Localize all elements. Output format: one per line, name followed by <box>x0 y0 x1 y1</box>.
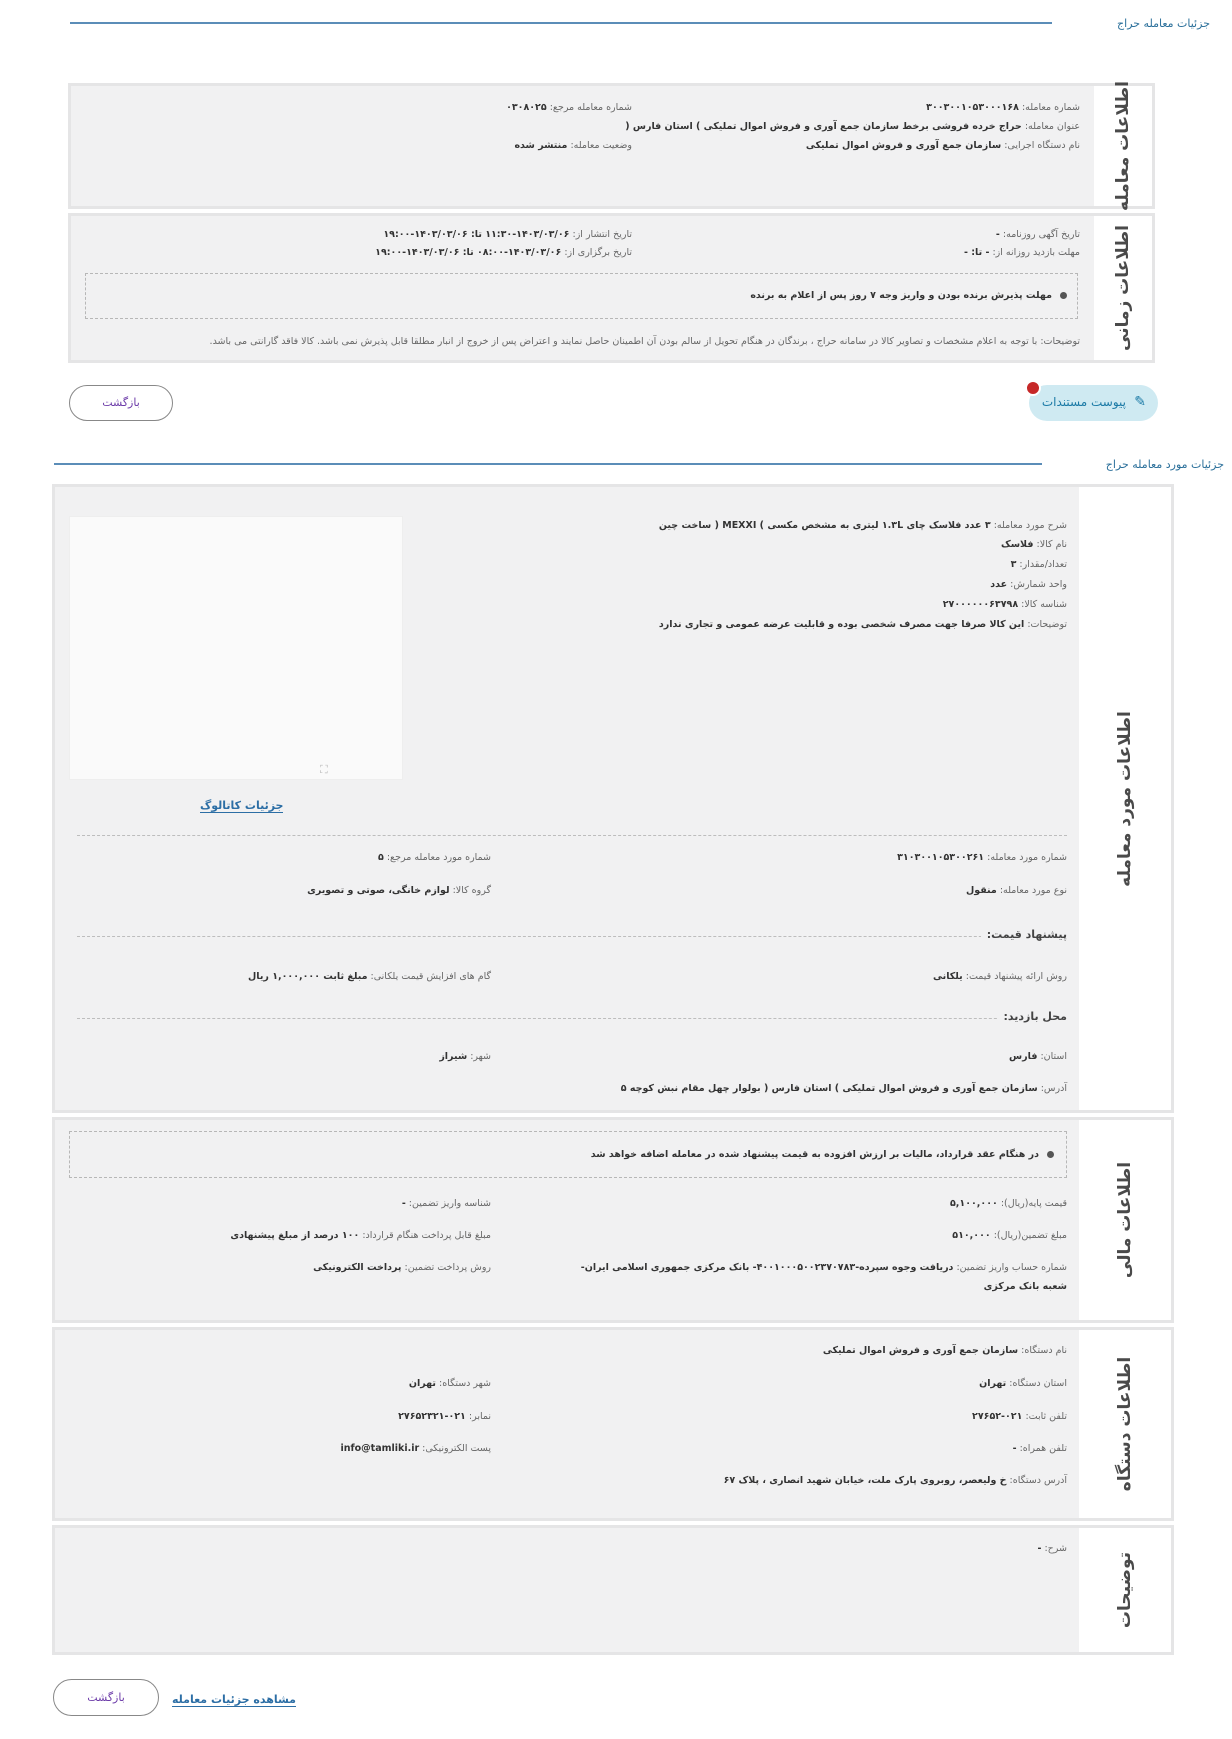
org-info-heading: اطلاعات دستگاه <box>1115 1356 1135 1492</box>
org-phone: تلفن ثابت: ۰۲۱-۲۷۶۵۲ <box>972 1411 1067 1422</box>
org-address: آدرس دستگاه: خ ولیعصر، روبروی پارک ملت، خیابان شهید انصاری ، پلاک ۶۷ <box>723 1475 1067 1486</box>
expand-icon[interactable]: ⛶ <box>320 763 328 776</box>
goods-id: شناسه کالا: ۲۷۰۰۰۰۰۰۶۳۷۹۸ <box>942 599 1067 610</box>
back-button-bottom[interactable]: بازگشت <box>53 1679 159 1716</box>
org-info-panel <box>52 1327 1174 1521</box>
vat-notice-box <box>69 1131 1067 1178</box>
publish-date: تاریخ انتشار از: ۱۴۰۳/۰۳/۰۶-۱۱:۳۰ تا: ۱۴۰۳/۰۳/۰۶-۱۹:۰۰ <box>383 229 632 240</box>
price-offer-divider <box>77 936 1067 937</box>
financial-info-panel <box>52 1117 1174 1323</box>
unit: واحد شمارش: عدد <box>990 579 1067 590</box>
item-type: نوع مورد معامله: منقول <box>966 885 1067 896</box>
description-heading: توضیحات <box>1115 1551 1135 1629</box>
winner-notice: مهلت پذیرش برنده بودن و واریز وجه ۷ روز پس از اعلام به برنده <box>750 290 1067 301</box>
item-description: شرح مورد معامله: ۳ عدد فلاسک چای ۱.۳L لیتری به مشخص مکسی ) MEXXI ( ساخت چین <box>658 520 1067 531</box>
guarantee-account-branch: شعبه بانک مرکزی <box>983 1281 1067 1292</box>
base-price: قیمت پایه(ریال): ۵,۱۰۰,۰۰۰ <box>949 1198 1067 1209</box>
hold-date: تاریخ برگزاری از: ۱۴۰۳/۰۳/۰۶-۰۸:۰۰ تا: ۱۴۰۳/۰۳/۰۶-۱۹:۰۰ <box>375 247 632 258</box>
deal-number: شماره معامله: ۳۰۰۳۰۰۱۰۵۳۰۰۰۱۶۸ <box>926 102 1080 113</box>
time-info-heading: اطلاعات زمانی <box>1113 224 1133 352</box>
item-note: توضیحات: این کالا صرفا جهت مصرف شخصی بوده و قابلیت عرضه عمومی و تجاری ندارد <box>658 619 1067 630</box>
catalog-details-link[interactable]: جزئیات کاتالوگ <box>200 799 284 812</box>
guarantee-account: شماره حساب واریز تضمین: دریافت وجوه سپرده-۴۰۰۱۰۰۰۵۰۰۲۳۷۰۷۸۳- بانک مرکزی جمهوری اسلامی ایران- <box>580 1262 1067 1273</box>
executor: نام دستگاه اجرایی: سازمان جمع آوری و فروش اموال تملیکی <box>805 140 1080 151</box>
org-mobile: تلفن همراه: - <box>1012 1443 1067 1454</box>
back-button-top[interactable]: بازگشت <box>69 385 173 421</box>
item-divider <box>77 835 1067 836</box>
goods-group: گروه کالا: لوازم خانگی، صوتی و تصویری <box>307 885 491 896</box>
view-deal-details-link[interactable]: مشاهده جزئیات معامله <box>172 1693 296 1706</box>
winner-notice-box <box>85 273 1078 319</box>
offer-method: روش ارائه پیشنهاد قیمت: یلکانی <box>933 971 1067 982</box>
time-description: توضیحات: با توجه به اعلام مشخصات و تصاویر کالا در سامانه حراج ، برندگان در هنگام تحویل از سالم بودن آن اطمینان حاصل نمایند و اعتراض پس از خروج از انبار مطلقا قابل پذیرش نمی باشد. کالا فاقد گارانتی می باشد. <box>209 336 1080 347</box>
item-section-title: جزئیات مورد معامله حراج <box>1105 458 1224 471</box>
paperclip-icon: ✎ <box>1134 394 1146 410</box>
org-city: شهر دستگاه: تهران <box>408 1378 491 1389</box>
time-info-side <box>1094 216 1152 360</box>
payable-amount: مبلغ قابل پرداخت هنگام قرارداد: ۱۰۰ درصد از مبلغ پیشنهادی <box>230 1230 491 1241</box>
goods-name: نام کالا: فلاسک <box>1000 539 1067 550</box>
deal-info-heading: اطلاعات معامله <box>1113 80 1133 212</box>
item-info-panel <box>52 484 1174 1113</box>
org-fax: نمابر: ۰۲۱-۲۷۶۵۲۳۲۱ <box>398 1411 491 1422</box>
item-section-divider <box>54 463 1042 465</box>
description-text: شرح: - <box>1037 1543 1067 1554</box>
financial-info-side <box>1079 1120 1171 1320</box>
visit-address: آدرس: سازمان جمع آوری و فروش اموال تملیکی ) استان فارس ( بولوار چهل مقام نبش کوچه ۵ <box>620 1083 1067 1094</box>
newspaper-date: تاریخ آگهی روزنامه: - <box>995 229 1080 240</box>
item-ref: شماره مورد معامله مرجع: ۵ <box>378 852 491 863</box>
visit-province: استان: فارس <box>1009 1051 1067 1062</box>
org-province: استان دستگاه: تهران <box>979 1378 1067 1389</box>
guarantee-id: شناسه واریز تضمین: - <box>401 1198 491 1209</box>
financial-info-heading: اطلاعات مالی <box>1115 1161 1135 1279</box>
title-divider <box>70 22 1052 24</box>
price-increment: گام های افزایش قیمت یلکانی: مبلغ ثابت ۱,۰۰۰,۰۰۰ ریال <box>248 971 491 982</box>
time-info-panel <box>68 213 1155 363</box>
page-title: جزئیات معامله حراج <box>1117 17 1210 30</box>
attachments-button[interactable] <box>1029 385 1158 421</box>
visit-city: شهر: شیراز <box>439 1051 491 1062</box>
quantity: تعداد/مقدار: ۳ <box>1010 559 1067 570</box>
guarantee-amount: مبلغ تضمین(ریال): ۵۱۰,۰۰۰ <box>952 1230 1067 1241</box>
item-info-side <box>1079 487 1171 1110</box>
deal-info-panel <box>68 80 1155 212</box>
description-panel <box>52 1525 1174 1655</box>
deal-info-side <box>1094 80 1152 212</box>
item-number: شماره مورد معامله: ۳۱۰۳۰۰۱۰۵۳۰۰۲۶۱ <box>897 852 1067 863</box>
org-name: نام دستگاه: سازمان جمع آوری و فروش اموال تملیکی <box>822 1345 1067 1356</box>
daily-visit: مهلت بازدید روزانه از: - تا: - <box>963 247 1080 258</box>
bullet-icon <box>1047 1151 1054 1158</box>
vat-notice: در هنگام عقد قرارداد، مالیات بر ارزش افزوده به قیمت پیشنهاد شده در معامله اضافه خواهد شد <box>591 1149 1054 1160</box>
attachments-count-badge <box>1025 380 1041 396</box>
deal-status: وضعیت معامله: منتشر شده <box>514 140 632 151</box>
deal-title: عنوان معامله: حراج خرده فروشی برخط سازمان جمع آوری و فروش اموال تملیکی ) استان فارس ( <box>625 121 1080 132</box>
visit-place-divider <box>77 1018 1067 1019</box>
item-image[interactable] <box>69 516 403 780</box>
bullet-icon <box>1060 292 1067 299</box>
org-info-side <box>1079 1330 1171 1518</box>
ref-number: شماره معامله مرجع: ۰۳۰۸۰۲۵ <box>506 102 632 113</box>
description-side <box>1079 1528 1171 1652</box>
org-email: پست الکترونیکی: info@tamliki.ir <box>340 1443 491 1454</box>
item-info-heading: اطلاعات مورد معامله <box>1115 710 1135 887</box>
guarantee-pay-method: روش پرداخت تضمین: پرداخت الکترونیکی <box>313 1262 491 1273</box>
price-offer-heading: پیشنهاد قیمت: <box>981 928 1067 941</box>
visit-place-heading: محل بازدید: <box>997 1010 1067 1023</box>
attachments-label: پیوست مستندات <box>1041 395 1126 409</box>
